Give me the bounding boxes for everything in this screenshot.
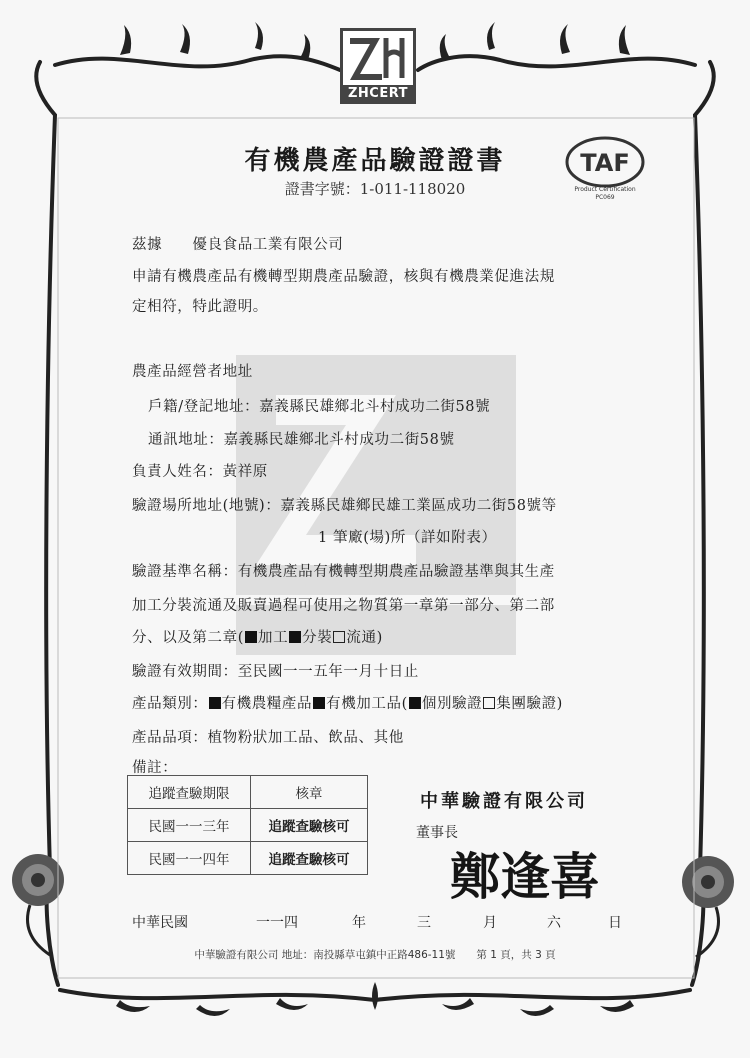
issuer-company: 中華驗證有限公司	[420, 791, 588, 812]
date-year-label: 年	[352, 915, 366, 931]
packing-checkbox	[289, 631, 301, 643]
page-footer: 中華驗證有限公司 地址：南投縣草屯鎮中正路486-11號 第 1 頁，共 3 頁	[194, 949, 556, 961]
address-heading: 農產品經營者地址	[132, 364, 253, 380]
approval-stamp: 追蹤查驗核可	[251, 842, 368, 875]
date-day-label: 日	[608, 915, 622, 931]
signature-image	[430, 838, 620, 908]
left-flower-ornament	[12, 854, 64, 955]
product-items: 產品品項：植物粉狀加工品、飲品、其他	[132, 730, 404, 746]
distribution-checkbox	[333, 631, 345, 643]
taf-subtitle: Product Certification PC069	[574, 186, 636, 201]
date-day: 六	[547, 915, 561, 931]
approval-stamp: 追蹤查驗核可	[251, 809, 368, 842]
table-header: 追蹤查驗期限	[128, 776, 251, 809]
remarks-label: 備註：	[132, 760, 178, 776]
date-era: 中華民國	[132, 915, 188, 931]
table-header-row	[128, 776, 368, 809]
taf-label: TAF	[580, 149, 630, 177]
table-row	[128, 809, 368, 842]
table-cell: 民國一一三年	[128, 809, 251, 842]
individual-cert-checkbox	[409, 697, 421, 709]
applicant-line: 茲據 優良食品工業有限公司	[132, 237, 344, 253]
organic-processed-checkbox	[313, 697, 325, 709]
date-year: 一一四	[256, 915, 298, 931]
statement-line-1: 申請有機農產品有機轉型期農產品驗證，核與有機農業促進法規	[132, 269, 555, 285]
standard-line-2: 加工分裝流通及販賣過程可使用之物質第一章第一部分、第二部	[132, 598, 555, 614]
organic-crop-checkbox	[209, 697, 221, 709]
right-flower-ornament	[682, 856, 734, 957]
group-cert-checkbox	[483, 697, 495, 709]
statement-line-2: 定相符，特此證明。	[132, 299, 268, 315]
certificate-title: 有機農產品驗證證書	[244, 146, 506, 176]
product-category: 產品類別： 有機農糧產品 有機加工品( 個別驗證 集團驗證)	[132, 696, 563, 712]
chairman-title: 董事長	[416, 825, 458, 841]
site-address-1: 驗證場所地址(地號)：嘉義縣民雄鄉民雄工業區成功二街58號等	[132, 498, 557, 514]
table-row	[128, 842, 368, 875]
svg-text:鄭逢喜: 鄭逢喜	[450, 847, 600, 906]
mailing-address: 通訊地址：嘉義縣民雄鄉北斗村成功二街58號	[148, 432, 455, 448]
date-month-label: 月	[483, 915, 497, 931]
standard-line-1: 驗證基準名稱：有機農產品有機轉型期農產品驗證基準與其生產	[132, 564, 555, 580]
table-cell: 民國一一四年	[128, 842, 251, 875]
standard-line-3: 分、以及第二章( 加工 分裝 流通)	[132, 630, 383, 646]
processing-checkbox	[245, 631, 257, 643]
tracking-inspection-table	[127, 775, 368, 875]
logo-text: ZHCERT	[341, 86, 415, 101]
site-address-2: 1 筆廠(場)所（詳如附表）	[318, 530, 497, 546]
certificate-number: 證書字號：1-011-118020	[284, 180, 466, 198]
table-header: 核章	[251, 776, 368, 809]
date-month: 三	[417, 915, 431, 931]
registered-address: 戶籍/登記地址：嘉義縣民雄鄉北斗村成功二街58號	[148, 399, 491, 415]
owner-name: 負責人姓名：黃祥原	[132, 464, 268, 480]
validity-period: 驗證有效期間：至民國一一五年一月十日止	[132, 664, 419, 680]
